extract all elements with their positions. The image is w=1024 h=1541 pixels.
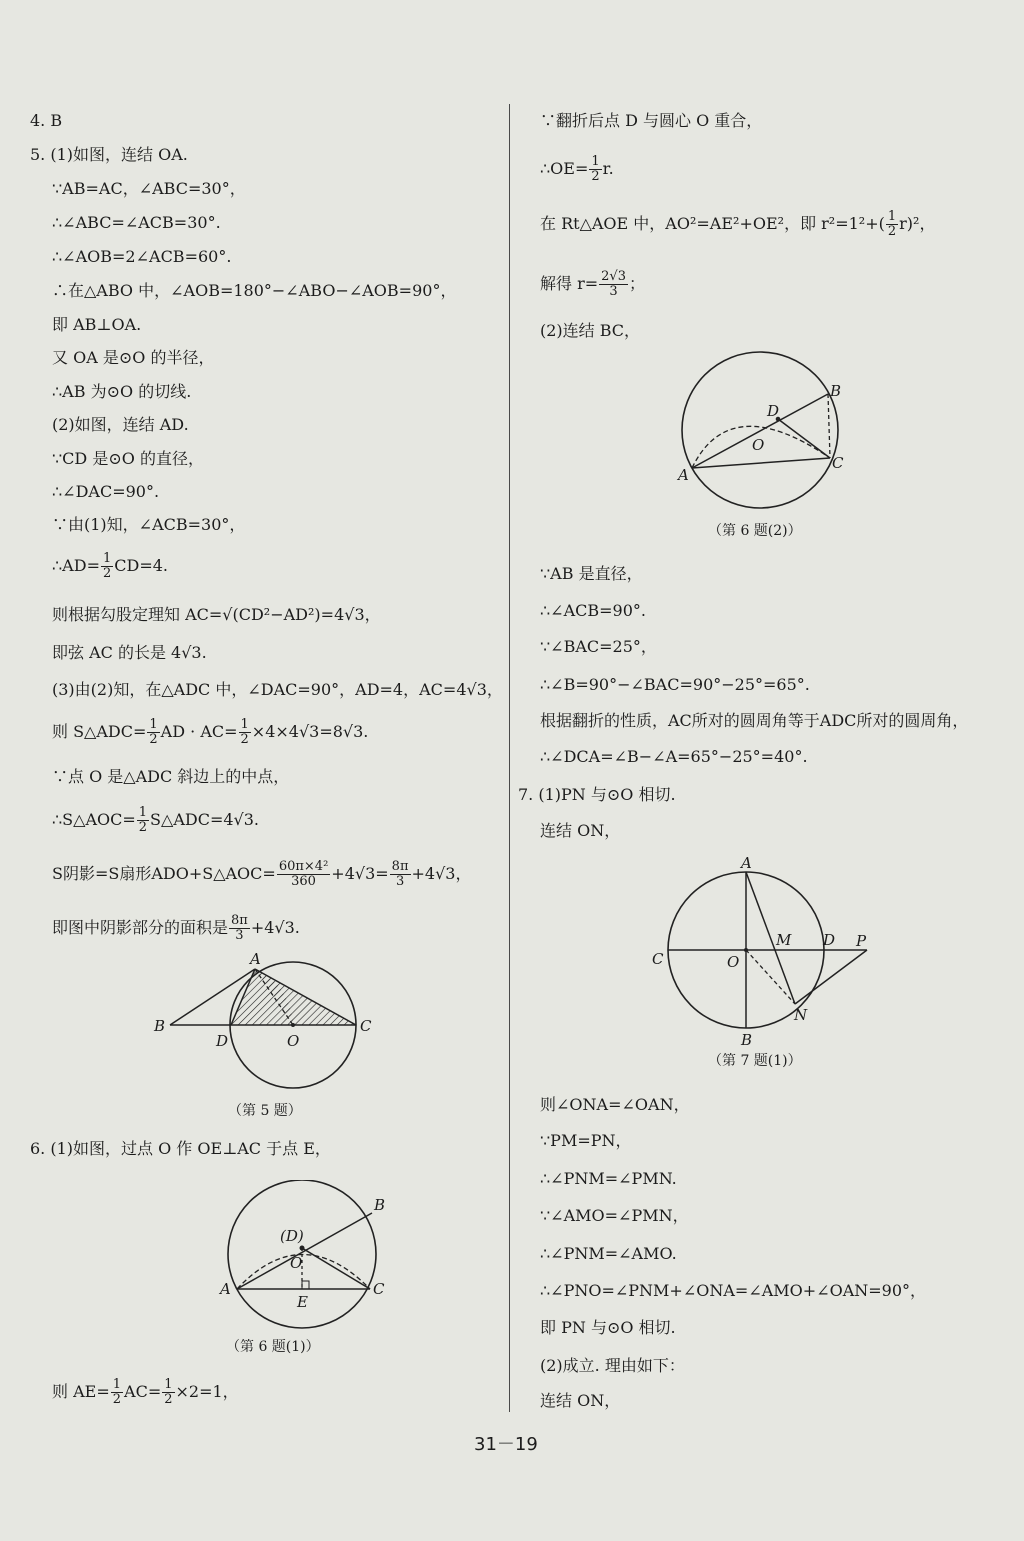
figure-7-1 (650, 852, 880, 1047)
figure-5-caption: （第 5 题） (228, 1103, 302, 1119)
answer-4: 4. B (30, 111, 63, 130)
svg-text:B: B (830, 382, 842, 400)
svg-text:D: D (767, 402, 780, 420)
q5-line: ∴∠ABC=∠ACB=30°. (52, 213, 221, 232)
svg-text:O: O (290, 1254, 303, 1272)
svg-text:O: O (727, 953, 740, 971)
svg-text:M: M (776, 931, 792, 949)
q6-line: 在 Rt△AOE 中，AO²=AE²+OE²，即 r²=1²+( $\frac{1}{2}$ r)²， (540, 209, 936, 239)
q5-line: ∵AB=AC，∠ABC=30°， (52, 179, 246, 198)
svg-text:C: C (832, 454, 844, 472)
q7-line: 连结 ON， (540, 821, 621, 840)
q6-line: 则 AE= $\frac{1}{2}$ AC= $\frac{1}{2}$ ×2=1， (52, 1377, 239, 1407)
svg-text:(D): (D) (280, 1227, 304, 1245)
q5-line: ∴∠DAC=90°. (52, 482, 160, 501)
q5-line: ∵CD 是⊙O 的直径， (52, 449, 204, 468)
svg-text:A: A (678, 466, 689, 484)
svg-text:E: E (297, 1293, 308, 1311)
q5-line: ∴AD= $\frac{1}{2}$ CD=4. (52, 551, 168, 581)
q6-line: 根据翻折的性质，AC所对的圆周角等于ADC所对的圆周角， (540, 711, 969, 730)
svg-text:A: A (741, 854, 752, 872)
q5-line: 即图中阴影部分的面积是 $\frac{8\pi}{3}$ +4√3. (52, 913, 300, 943)
svg-text:D: D (216, 1032, 229, 1050)
q5-line: ∴AB 为⊙O 的切线. (52, 382, 192, 401)
q5-part2: (2)如图，连结 AD. (52, 415, 189, 434)
q5-line: 则 S△ADC= $\frac{1}{2}$ AD · AC= $\frac{1}{2}$ ×4×4√3=8√3. (52, 717, 369, 747)
q5-line: ∵由(1)知，∠ACB=30°， (52, 515, 246, 534)
svg-text:A: A (220, 1280, 231, 1298)
q7-part2: (2)成立. 理由如下： (540, 1356, 685, 1375)
q6-line: ∵AB 是直径， (540, 564, 643, 583)
q5-line: S阴影=S扇形ADO+S△AOC= $\frac{\text{60π×4²}}{360}$ +4√3= $\frac{8\pi}{3}$ +4√3， (52, 859, 472, 889)
svg-text:N: N (794, 1006, 808, 1024)
figure-6-2 (670, 350, 870, 515)
q7-line: 则∠ONA=∠OAN， (540, 1095, 690, 1114)
column-divider (509, 104, 510, 1412)
q5-line: ∴S△AOC= $\frac{1}{2}$ S△ADC=4√3. (52, 805, 259, 835)
svg-text:C: C (360, 1017, 372, 1035)
q6-part2: (2)连结 BC， (540, 321, 641, 340)
figure-5 (150, 950, 410, 1100)
svg-text:O: O (287, 1032, 300, 1050)
q6-line: ∵翻折后点 D 与圆心 O 重合， (540, 111, 763, 130)
q5-line: 则根据勾股定理知 AC=√(CD²−AD²)=4√3， (52, 605, 381, 624)
q6-line: ∴OE= $\frac{1}{2}$ r. (540, 154, 614, 184)
q7-part1: 7. (1)PN 与⊙O 相切. (518, 785, 676, 804)
svg-text:C: C (652, 950, 664, 968)
q6-line: ∴∠ACB=90°. (540, 601, 646, 620)
svg-text:D: D (823, 931, 836, 949)
svg-text:B: B (374, 1196, 386, 1214)
svg-text:B: B (154, 1017, 166, 1035)
q6-line: ∵∠BAC=25°， (540, 637, 657, 656)
q7-line: 即 PN 与⊙O 相切. (540, 1318, 676, 1337)
svg-text:O: O (752, 436, 765, 454)
q6-line: ∴∠B=90°−∠BAC=90°−25°=65°. (540, 675, 810, 694)
q6-part1: 6. (1)如图，过点 O 作 OE⊥AC 于点 E， (30, 1139, 331, 1158)
figure-7-1-caption: （第 7 题(1)） (708, 1053, 802, 1069)
q6-line: 解得 r= $\frac{2√3}{3}$ ； (540, 269, 645, 299)
q5-part3: (3)由(2)知，在△ADC 中，∠DAC=90°，AD=4，AC=4√3， (52, 680, 503, 699)
page-number: 31－19 (474, 1434, 538, 1455)
q7-line: ∴∠PNM=∠PMN. (540, 1169, 677, 1188)
q7-line: ∴∠PNO=∠PNM+∠ONA=∠AMO+∠OAN=90°， (540, 1281, 927, 1300)
q5-line: 即弦 AC 的长是 4√3. (52, 643, 207, 662)
q5-line: 又 OA 是⊙O 的半径， (52, 348, 215, 367)
svg-text:B: B (741, 1031, 753, 1047)
q7-line: ∵PM=PN， (540, 1131, 632, 1150)
figure-6-1 (180, 1180, 410, 1330)
q6-line: ∴∠DCA=∠B−∠A=65°−25°=40°. (540, 747, 808, 766)
q5-part1: 5. (1)如图，连结 OA. (30, 145, 188, 164)
q5-line: ∴∠AOB=2∠ACB=60°. (52, 247, 232, 266)
q7-line: 连结 ON， (540, 1391, 621, 1410)
q5-line: 即 AB⊥OA. (52, 315, 142, 334)
q7-line: ∴∠PNM=∠AMO. (540, 1244, 677, 1263)
q5-line: ∴在△ABO 中，∠AOB=180°−∠ABO−∠AOB=90°， (52, 281, 457, 300)
svg-text:C: C (373, 1280, 385, 1298)
svg-text:P: P (856, 932, 867, 950)
figure-6-2-caption: （第 6 题(2)） (708, 523, 802, 539)
q5-line: ∵点 O 是△ADC 斜边上的中点， (52, 767, 290, 786)
q7-line: ∵∠AMO=∠PMN， (540, 1206, 689, 1225)
figure-6-1-caption: （第 6 题(1)） (226, 1339, 320, 1355)
svg-text:A: A (250, 950, 261, 968)
